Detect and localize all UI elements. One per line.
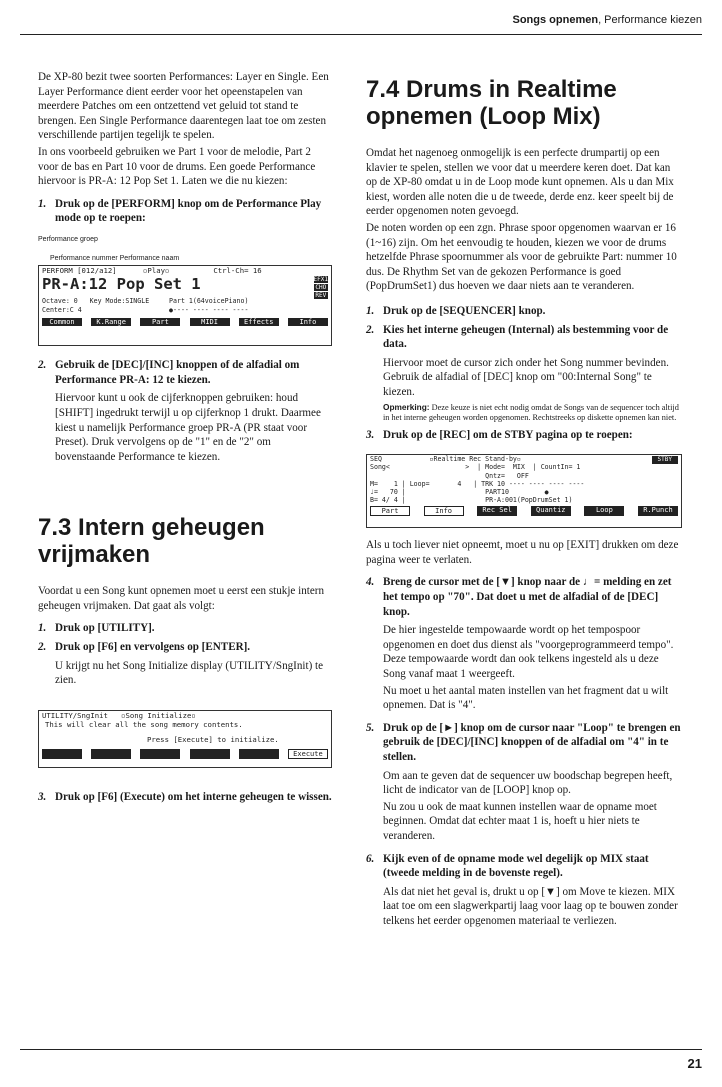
tab-k-range: K.Range	[91, 318, 131, 326]
left-column	[38, 70, 332, 808]
top-rule	[20, 34, 702, 35]
step-item: 5. Druk op de [►] knop om de cursor naar "Loop" te brengen en gebruik de [DEC]/[INC] knoppen of de alfadial om "4" in te stellen.	[366, 721, 681, 763]
lcd-realtime-rec-screen	[366, 454, 682, 528]
paragraph: In ons voorbeeld gebruiken we Part 1 voor de melodie, Part 2 voor de bas en Part 10 voor de drums. Een goede Performance hiervoor is PR-A: 12 Pop Set 1. Laten we die nu kiezen:	[38, 145, 316, 188]
paragraph: Omdat het nagenoeg onmogelijk is een perfecte drumpartij op een klavier te spelen, stellen we voor dat u meerdere keren doet. Dat kan op de XP-80 omdat u in de Loop mode kunt opnemen. Als u dan Mix kiest, worden alle noten die u de tweede, derde enz. keer speelt bij de eerder opgenomen noten gevoegd.	[366, 147, 674, 218]
tab-blank	[42, 749, 82, 759]
lcd-row: Octave: 0 Key Mode:SINGLE Part 1(64voicePiano)	[42, 297, 249, 306]
tab-execute: Execute	[288, 749, 328, 759]
step-item: 1. Druk op [UTILITY].	[38, 622, 155, 635]
paragraph: Voordat u een Song kunt opnemen moet u eerst een stukje intern geheugen vrijmaken. Dat gaat als volgt:	[38, 585, 325, 612]
tab-r-punch: R.Punch	[638, 506, 678, 516]
tab-info: Info	[424, 506, 464, 516]
lcd-row: This will clear all the song memory contents.	[45, 719, 243, 729]
tab-part: Part	[140, 318, 180, 326]
running-header: Songs opnemen, Performance kiezen	[512, 14, 702, 26]
tab-effects: Effects	[239, 318, 279, 326]
lcd-row: B= 4/ 4 | PR-A:001(PopDrumSet 1)	[370, 496, 573, 505]
tab-quantiz: Quantiz	[531, 506, 571, 516]
effects-indicator: EFX1 CHO REV	[313, 276, 328, 300]
paragraph: Als u toch liever niet opneemt, moet u nu op [EXIT] drukken om deze pagina weer te verlaten.	[366, 539, 679, 566]
lcd-row: PERFORM [012/a12] ▫Play▫ Ctrl-Ch= 16	[42, 266, 262, 276]
paragraph: De XP-80 bezit twee soorten Performances: Layer en Single. Een Layer Performance dient eerder voor het opeenstapelen van meerdere Patches om een ontzettend vet geluid tot stand te brengen. Een Single Performance daarentegen laat toe om zesten verschillende partijen tegelijk te spelen.	[38, 71, 329, 142]
lcd-row: Press [Execute] to initialize.	[147, 734, 279, 744]
bottom-rule	[20, 1049, 702, 1050]
tab-rec-sel: Rec Sel	[477, 506, 517, 516]
stby-badge: STBY	[652, 456, 678, 464]
right-column	[366, 76, 682, 931]
paragraph: Hiervoor kunt u ook de cijferknoppen gebruiken: houd [SHIFT] ingedrukt terwijl u op cijferknop 1 drukt. Daarmee kiest u namelijk Performance groep PR-A (PR staat voor Preset). Druk vervolgens op de "1" en de "2" om bovenstaande Performance te kiezen.	[55, 392, 321, 463]
lcd-caption: Performance nummer Performance naam	[50, 254, 180, 262]
tab-info: Info	[288, 318, 328, 326]
paragraph: Als dat niet het geval is, drukt u op [▼] om Move te kiezen. MIX laat toe om een slagwerkpartij laag voor laag op te bouwen zonder telkens het eerder opgenomen materiaal te verliezen.	[383, 885, 678, 927]
tab-blank	[91, 749, 131, 759]
lcd-row: UTILITY/SngInit ▫Song Initialize▫	[42, 710, 196, 720]
tab-blank	[190, 749, 230, 759]
lcd-caption: Performance groep	[38, 235, 98, 243]
lcd-row: Qntz= OFF	[370, 471, 529, 480]
page-number: 21	[687, 1056, 702, 1071]
paragraph: U krijgt nu het Song Initialize display (UTILITY/SngInit) te zien.	[55, 659, 324, 687]
lcd-function-tabs	[367, 505, 681, 518]
tab-loop: Loop	[584, 506, 624, 516]
tab-blank	[239, 749, 279, 759]
paragraph: Hiervoor moet de cursor zich onder het Song nummer bevinden. Gebruik de alfadial of [DEC] knop om "00:Internal Song" te kiezen.	[383, 356, 669, 398]
lcd-function-tabs	[39, 317, 331, 328]
lcd-row: Song< > | Mode= MIX | CountIn= 1	[370, 463, 581, 472]
tab-part: Part	[370, 506, 410, 516]
lcd-row: SEQ ▫Realtime Rec Stand-by▫	[370, 455, 561, 464]
paragraph: Nu moet u het aantal maten instellen van het fragment dat u wilt opnemen. Dat is "4".	[383, 684, 669, 712]
section-heading-7-4: 7.4 Drums in Realtime opnemen (Loop Mix)	[366, 76, 617, 130]
step-item: 1. Druk op de [SEQUENCER] knop.	[366, 304, 546, 317]
step-item: 3. Druk op de [REC] om de STBY pagina op te roepen:	[366, 428, 633, 441]
lcd-row: M= 1 | Loop= 4 | TRK 10 ---- ---- ---- ----	[370, 479, 585, 488]
tab-midi: MIDI	[190, 318, 230, 326]
lcd-perform-screen	[38, 265, 332, 346]
lcd-function-tabs	[39, 748, 331, 761]
lcd-song-initialize-screen	[38, 710, 332, 768]
step-item: 4. Breng de cursor met de [▼] knop naar de ♩= melding en zet het tempo op "70". Dat doet u met de alfadial of de [DEC] knop.	[366, 576, 672, 618]
lcd-performance-name: PR-A:12 Pop Set 1	[42, 275, 201, 294]
step-item: 3. Druk op [F6] (Execute) om het interne geheugen te wissen.	[38, 790, 332, 803]
step-item: 1. Druk op de [PERFORM] knop om de Performance Play mode op te roepen:	[38, 197, 322, 225]
paragraph: De noten worden op een zgn. Phrase spoor opgenomen waarvan er 16 (1~16) zijn. Om het eenvoudig te houden, kiezen we voor de drums hetzelfde Phrase spoornummer als voor de gebruikte Part: nummer 10 dus. De Rhythm Set van de gekozen Performance is goed (PopDrumSet1) dus hoeven we daar niets aan te veranderen.	[366, 221, 677, 293]
lcd-row: ♩= 70 | PART10 ●	[370, 488, 549, 497]
step-item: 2. Druk op [F6] en vervolgens op [ENTER].	[38, 641, 251, 654]
step-item: 6. Kijk even of de opname mode wel degelijk op MIX staat (tweede melding in de bovenste regel).	[366, 852, 649, 880]
tab-common: Common	[42, 318, 82, 326]
lcd-row: Center:C 4 ●---- ---- ---- ----	[42, 306, 249, 315]
paragraph: De hier ingestelde tempowaarde wordt op het tempospoor opgenomen en doet dus dienst als "voorgeprogrammeerd tempo". Deze tempowaarde wordt dan ook telkens ingesteld als u deze Song vanaf maat 1 weergeeft.	[383, 624, 674, 681]
step-item: 2. Kies het interne geheugen (Internal) als bestemming voor de data.	[366, 323, 669, 351]
note: Opmerking: Deze keuze is niet echt nodig omdat de Songs van de sequencer toch altijd in het interne geheugen worden opgenomen. Rechtstreeks op diskette opnemen kan niet.	[383, 401, 679, 423]
section-heading-7-3: 7.3 Intern geheugen vrijmaken	[38, 514, 265, 569]
step-item: 2. Gebruik de [DEC]/[INC] knoppen of de alfadial om Performance PR-A: 12 te kiezen.	[38, 359, 300, 386]
tab-blank	[140, 749, 180, 759]
paragraph: Om aan te geven dat de sequencer uw boodschap begrepen heeft, licht de indicator van de [LOOP] knop op.	[383, 769, 673, 797]
paragraph: Nu zou u ook de maat kunnen instellen waar de opname moet beginnen. Omdat dat echter maat 1 is, hoeft u hier niets te veranderen.	[383, 800, 657, 842]
